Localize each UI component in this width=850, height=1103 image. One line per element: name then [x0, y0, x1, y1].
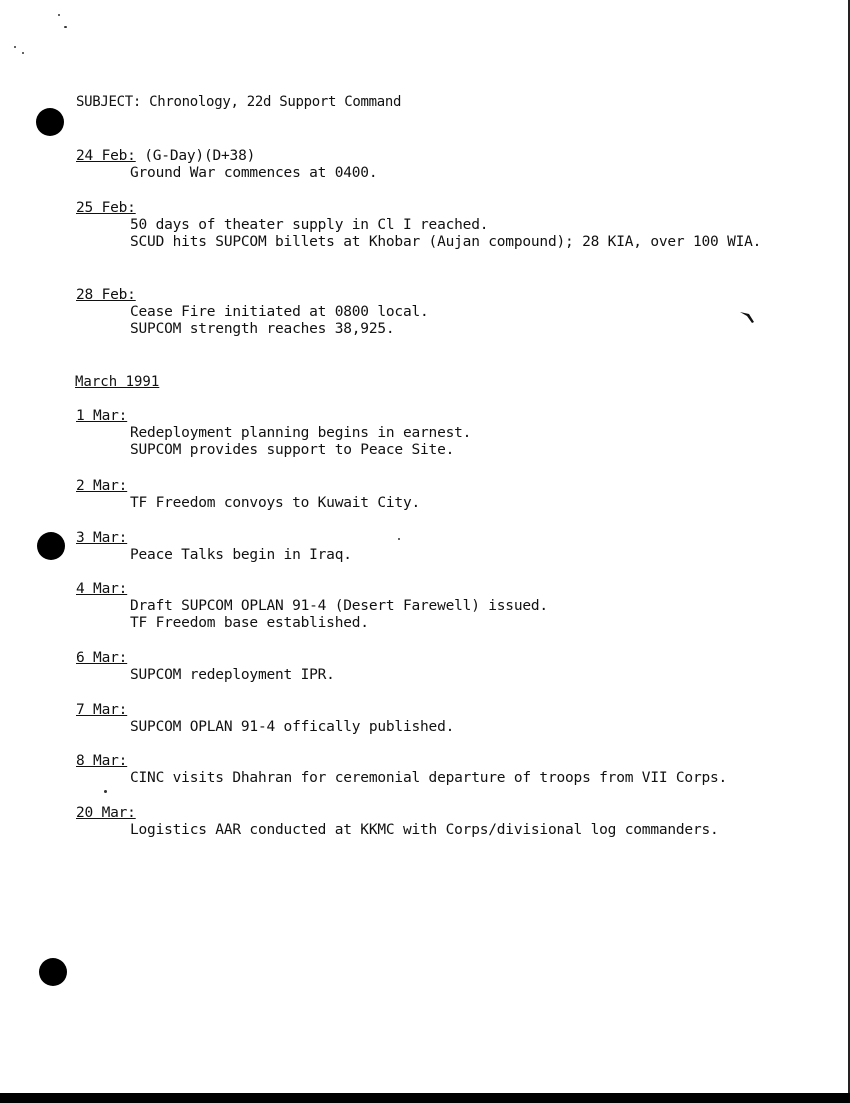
- pen-mark-icon: [740, 310, 756, 324]
- entry-line: SCUD hits SUPCOM billets at Khobar (Aujan compound); 28 KIA, over 100 WIA.: [130, 234, 762, 250]
- chronology-entry-8-mar: [76, 753, 727, 787]
- scan-speck: [14, 46, 16, 48]
- entry-line: Peace Talks begin in Iraq.: [130, 547, 352, 563]
- scan-edge-bottom: [0, 1093, 850, 1103]
- subject-line: SUBJECT: Chronology, 22d Support Command: [76, 94, 402, 110]
- entry-date: 28 Feb:: [76, 287, 136, 303]
- entry-line: CINC visits Dhahran for ceremonial departure of troops from VII Corps.: [130, 770, 728, 786]
- entry-date: 7 Mar:: [76, 702, 128, 718]
- entry-line: Cease Fire initiated at 0800 local.: [130, 304, 429, 320]
- entry-date: 20 Mar:: [76, 805, 136, 821]
- scan-speck: [64, 26, 67, 28]
- chronology-entry-24-feb: [76, 148, 377, 182]
- chronology-entry-1-mar: [76, 408, 471, 459]
- chronology-entry-3-mar: [76, 530, 352, 564]
- entry-date: 8 Mar:: [76, 753, 128, 769]
- entry-date: 24 Feb:: [76, 148, 136, 164]
- punch-hole-top: [36, 108, 64, 136]
- entry-line: Redeployment planning begins in earnest.: [130, 425, 472, 441]
- entry-line: SUPCOM strength reaches 38,925.: [130, 321, 395, 337]
- entry-date: 3 Mar:: [76, 530, 128, 546]
- chronology-entry-20-mar: [76, 805, 719, 839]
- scan-speck: [104, 790, 107, 793]
- scan-speck: [58, 14, 60, 16]
- chronology-entry-25-feb: [76, 200, 761, 251]
- chronology-entry-7-mar: [76, 702, 454, 736]
- entry-line: Ground War commences at 0400.: [130, 165, 378, 181]
- entry-line: TF Freedom base established.: [130, 615, 369, 631]
- entry-line: SUPCOM OPLAN 91-4 offically published.: [130, 719, 455, 735]
- entry-date-suffix: (G-Day)(D+38): [135, 148, 256, 164]
- entry-line: 50 days of theater supply in Cl I reached.: [130, 217, 489, 233]
- entry-line: Draft SUPCOM OPLAN 91-4 (Desert Farewell) issued.: [130, 598, 548, 614]
- chronology-entry-4-mar: [76, 581, 548, 632]
- scan-speck: [22, 52, 24, 54]
- chronology-entry-6-mar: [76, 650, 335, 684]
- entry-date: 2 Mar:: [76, 478, 128, 494]
- punch-hole-bottom: [39, 958, 67, 986]
- entry-date: 25 Feb:: [76, 200, 136, 216]
- entry-line: SUPCOM redeployment IPR.: [130, 667, 335, 683]
- month-heading: March 1991: [75, 374, 160, 390]
- entry-line: TF Freedom convoys to Kuwait City.: [130, 495, 421, 511]
- entry-date: 6 Mar:: [76, 650, 128, 666]
- entry-date: 1 Mar:: [76, 408, 128, 424]
- entry-line: SUPCOM provides support to Peace Site.: [130, 442, 455, 458]
- scan-speck: [398, 538, 400, 540]
- entry-date: 4 Mar:: [76, 581, 128, 597]
- entry-line: Logistics AAR conducted at KKMC with Corps/divisional log commanders.: [130, 822, 719, 838]
- chronology-entry-2-mar: [76, 478, 420, 512]
- punch-hole-middle: [37, 532, 65, 560]
- chronology-entry-28-feb: [76, 287, 429, 338]
